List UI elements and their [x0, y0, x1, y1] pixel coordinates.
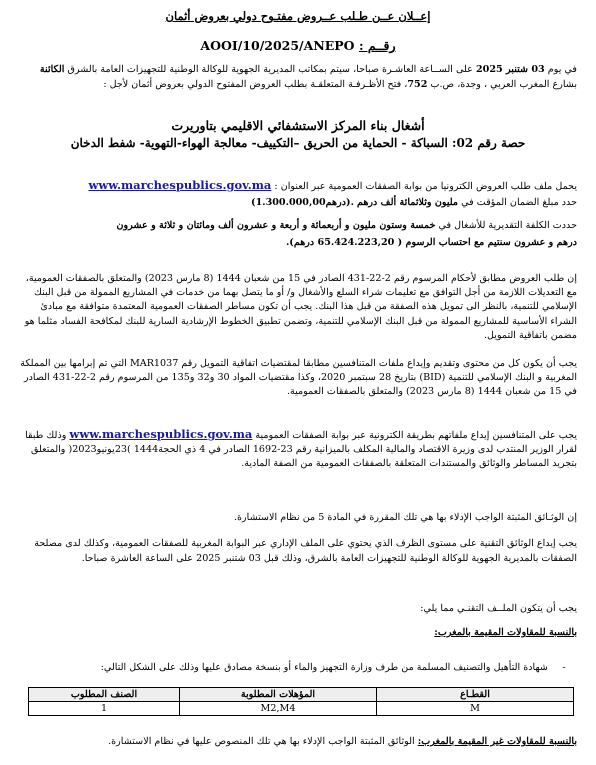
lot-title: حصة رقم 02: السباكة - الحماية من الحريق –التكييف- معالجة الهواء-التهوية- شفط الدخان [70, 136, 526, 150]
intro-text-4: بشارع المغرب العربي ، وجدة، ص.ب [430, 79, 577, 90]
reference-number: AOOI/10/2025/ANEPO [200, 38, 355, 53]
intro-bold: الكائنة [39, 64, 65, 75]
category-table [28, 687, 574, 716]
composition-line: يجب أن يتكون الملــف التقنـي مما يلي: [420, 603, 577, 614]
bullet-dash: - [562, 662, 566, 673]
moroccan-heading: بالنسبة للمقاولات المقيمة بالمغرب: [434, 627, 577, 638]
foreign-heading: بالنسبة للمقاولات غير المقيمة بالمغرب: [417, 736, 577, 747]
table-header-row [29, 688, 574, 702]
download-line [17, 178, 577, 194]
reference-line [0, 38, 596, 53]
moroccan-item [17, 660, 577, 675]
table-cell-sector: M [377, 702, 574, 716]
table-row [29, 702, 574, 716]
foreign-text: الوثائق المثبتة الواجب الإدلاء بها هي تلك المنصوص عليها في نظام الاستشارة. [108, 736, 415, 747]
intro-text-6: أثمان لأجل : [103, 79, 153, 90]
po-box: 752 [407, 79, 428, 90]
opening-date: 03 شتنبر 2025 [475, 64, 545, 75]
estimate-text: حددت الكلفة التقديرية للأشغال في [438, 220, 577, 231]
guarantee-line [17, 195, 577, 210]
download-text: يحمل ملف طلب العروض الكترونيا من بوابة الصفقات العمومية عبر العنوان : [274, 181, 577, 192]
moroccan-item-text: شهادة التأهيل والتصنيف المسلمة من طرف وزارة التجهيز والماء أو بنسخة مصادق عليها وذلك على الشكل التالي: [100, 662, 548, 673]
intro-paragraph [17, 62, 577, 92]
foreign-line [17, 734, 577, 749]
estimate-words: خمسة وستون مليون و أربعمائة و أربعة و عشرون ألف ومائتان و ثلاثة و عشرون [116, 220, 436, 231]
guarantee-words: مليون وثلاثمائة ألف درهم [356, 197, 459, 208]
intro-text-5: ، فتح الأظـرفـة المتعلقـة بطلب العروض المفتوح الدولي بعروض [155, 79, 408, 90]
deposit-paragraph [17, 427, 577, 472]
intro-text-3: بالشرق [67, 64, 98, 75]
moroccan-heading-line [17, 625, 577, 640]
financing-paragraph: يجب أن يكون كل من محتوى وتقديم وإيداع ملفات المتنافسين مطابقا لمقتضيات اتفاقية التمويل رقم MAR1037 التي تم إبرامها بين المملكة المغربية و البنك الإسلامي للتنمية (BID) بتاريخ 28 سبتمبر 2020، وكذا مقتضيات المواد 30 و32 و135 من المرسوم رقم 2-22-431 الصادر في 15 من شعبان 1444 (8 مارس 2023) والمتعلق بالصفقات العمومية. [20, 358, 577, 398]
guarantee-amount: (1.300.000,00درهم). [251, 197, 354, 208]
intro-text-2: على الســاعة العاشـرة صباحا، سيتم بمكاتب المديرية الجهوية للوكالة الوطنية للتجهيزات العامة [100, 64, 473, 75]
project-title: أشغال بناء المركز الاستشفائي الاقليمي بتاوريرت [171, 118, 425, 133]
table-header-sector: القطـاع [377, 688, 574, 702]
legal-paragraph: إن طلب العروض مطابق لأحكام المرسوم رقم 2-22-431 الصادر في 15 من شعبان 1444 (8 مارس 2023) والمتعلق بالصفقات العمومية، مع التعديلات اللازمة من أجل التوافق مع تعليمات شراء السلع والأشغال و/ أو ما يتصل بهما من خدمات في المشاريع الممولة من قبل البنك الإسلامي للتنمية، بالنظر الى تمويل هذه الصفقة من قبل هذا البنك. يجب أن تكون مساطر الصفقات العمومية المعتمدة متوافقة مع مبادئ الشراء الأساسية للمشاريع الممولة من قبل البنك الإسلامي للتنمية، وتضمن تطبيق الخطوط الإرشادية السارية للبنك لمكافحة الفساد مثلما هو مضمن باتفاقية التمويل. [24, 273, 577, 341]
deposit-text-a: يجب على المتنافسين إيداع ملفاتهم بطريقة الكترونية عبر بوابة الصفقات العمومية [255, 430, 577, 441]
guarantee-text: حدد مبلغ الضمان المؤقت في [461, 197, 577, 208]
estimate-paragraph [17, 217, 577, 251]
technical-paragraph: يجب إيداع الوثائق التقنية على مستوى الظرف الذي يحتوي على الملف الإداري عبر البوابة المغربية للصفقات العمومية، وكذلك لدى مصلحة الصفقات بالمديرية الجهوية للوكالة الوطنية للتجهيزات العامة بالشرق، وذلك قبل 03 شتنبر 2025 على الساعة العاشرة صباحا. [34, 538, 577, 564]
table-cell-qualifications: M2,M4 [180, 702, 377, 716]
deposit-text-b: وذلك طبقا لقرار الوزير المنتدب لدى وزيرة الاقتصاد والمالية المكلف بالميزانية رقم 23-1692 الصادر في 4 ذي الحجة1444 )23يونيو2023( والمتعلق بتجريد المساطر والوثائق والمستندات المتعلقة بالصفقات العمومية من الصفة المادية. [25, 430, 577, 470]
document-title: إعــلان عــن طـلب عــروض مفتـوح دولي بعروض أثمان [165, 9, 431, 23]
table-header-class: الصنف المطلوب [29, 688, 180, 702]
proof-paragraph: إن الوثـائق المثبتة الواجب الإدلاء بها هي تلك المقررة في المادة 5 من نظام الاستشارة. [233, 512, 577, 523]
download-link[interactable]: www.marchespublics.gov.ma [88, 178, 272, 192]
deposit-link[interactable]: www.marchespublics.gov.ma [69, 427, 253, 441]
table-header-qualifications: المؤهلات المطلوبة [180, 688, 377, 702]
intro-text-1: في يوم [547, 64, 577, 75]
estimate-amount: درهم و عشرون سنتيم مع احتساب الرسوم ( 65.424.223,20 درهم). [285, 237, 577, 248]
table-cell-class: 1 [29, 702, 180, 716]
reference-label: رقــم : [358, 38, 396, 53]
